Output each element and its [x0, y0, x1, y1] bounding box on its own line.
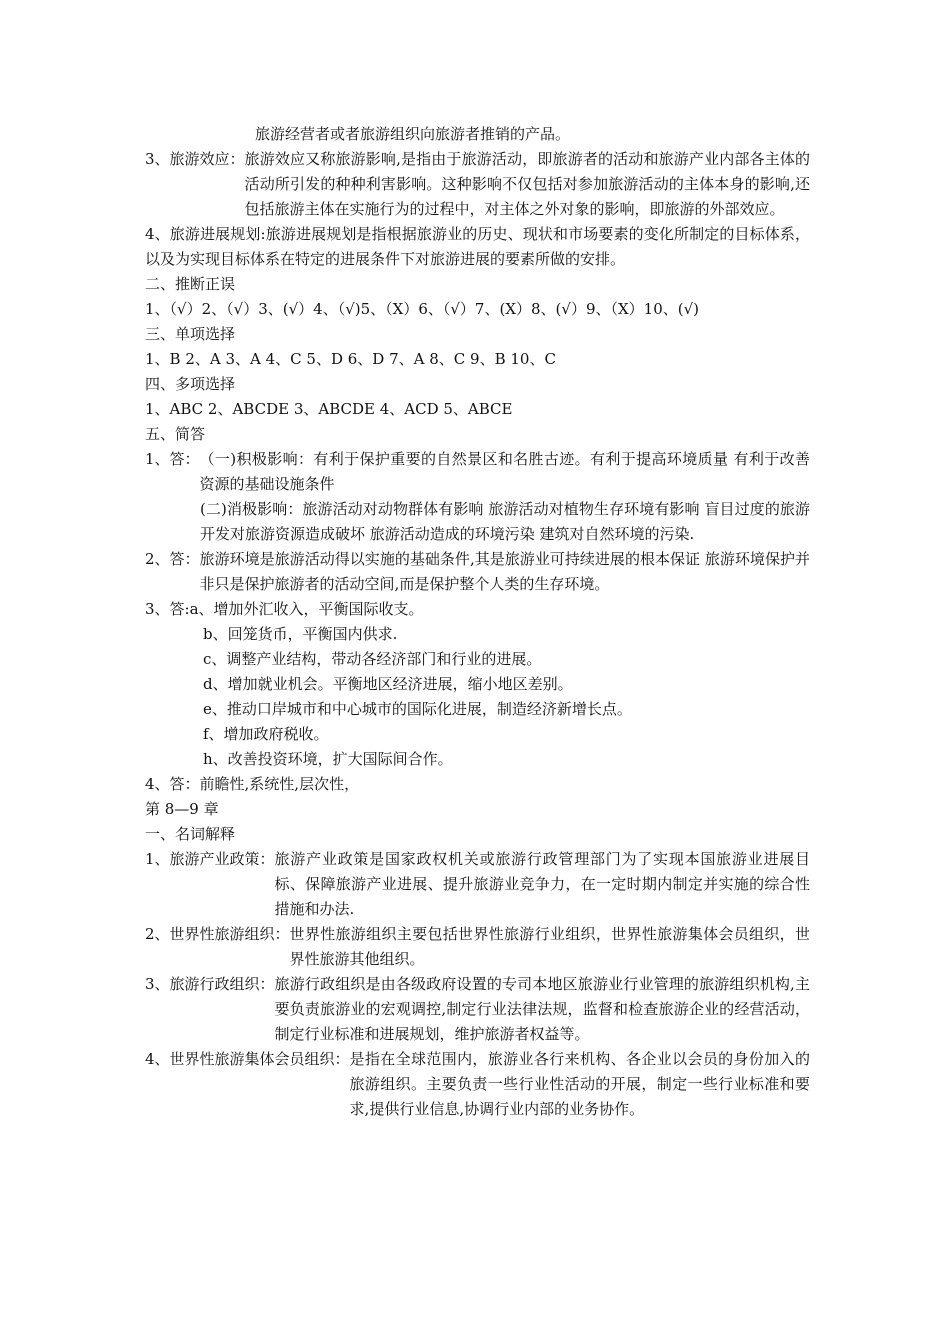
multiple-choice-answers: 1、ABC 2、ABCDE 3、ABCDE 4、ACD 5、ABCE: [145, 400, 513, 418]
short-answer-3: 3、答:a、增加外汇收入，平衡国际收支。: [145, 600, 424, 618]
term-definition: 是指在全球范围内，旅游业各行来机构、各企业以会员的身份加入的旅游组织。主要负责一些行业性活动的开展，制定一些行业标准和要求,提供行业信息,协调行业内部的业务协作。: [349, 1050, 810, 1118]
term-tourism-administrative-organization: [145, 972, 810, 1047]
section-heading: 二、推断正误: [145, 275, 236, 293]
term-tourism-industry-policy: [145, 847, 810, 922]
answer-label: 2、答：: [145, 550, 200, 568]
section-heading: 四、多项选择: [145, 375, 236, 393]
list-item: f、增加政府税收。: [203, 725, 329, 743]
term-label: 3、旅游行政组织：: [145, 975, 275, 993]
term-label: 2、世界性旅游组织：: [145, 925, 290, 943]
short-answer-4: 4、答：前瞻性,系统性,层次性，: [145, 775, 360, 793]
list-item: h、改善投资环境，扩大国际间合作。: [203, 750, 453, 768]
continuation-line: 旅游经营者或者旅游组织向旅游者推销的产品。: [255, 125, 571, 143]
term-tourism-planning: 4、旅游进展规划:旅游进展规划是指根据旅游业的历史、现状和市场要素的变化所制定的目标体系，以及为实现目标体系在特定的进展条件下对旅游进展的要素所做的安排。: [145, 225, 810, 268]
term-definition: 旅游产业政策是国家政权机关或旅游行政管理部门为了实现本国旅游业进展目标、保障旅游产业进展、提升旅游业竞争力，在一定时期内制定并实施的综合性措施和办法.: [274, 850, 810, 918]
term-label: 3、旅游效应：: [145, 150, 245, 168]
section-heading: 五、简答: [145, 425, 206, 443]
section-heading: 三、单项选择: [145, 325, 236, 343]
answer-text: （一)积极影响：有利于保护重要的自然景区和名胜古迹。有利于提高环境质量 有利于改善资源的基础设施条件: [199, 450, 810, 493]
term-definition: 世界性旅游组织主要包括世界性旅游行业组织，世界性旅游集体会员组织，世界性旅游其他组织。: [289, 925, 810, 968]
short-answer-1: [145, 447, 810, 497]
document-page: [145, 122, 810, 1122]
list-item: d、增加就业机会。平衡地区经济进展，缩小地区差别。: [203, 675, 573, 693]
term-label: 1、旅游产业政策：: [145, 850, 275, 868]
short-answer-1-part2: (二)消极影响：旅游活动对动物群体有影响 旅游活动对植物生存环境有影响 盲目过度的旅游开发对旅游资源造成破坏 旅游活动造成的环境污染 建筑对自然环境的污染.: [200, 500, 810, 543]
list-item: e、推动口岸城市和中心城市的国际化进展，制造经济新增长点。: [203, 700, 632, 718]
answer-text: 旅游环境是旅游活动得以实施的基础条件,其是旅游业可持续进展的根本保证 旅游环境保护并非只是保护旅游者的活动空间,而是保护整个人类的生存环境。: [199, 550, 810, 593]
term-tourism-effect: [145, 147, 810, 222]
answer-label: 1、答：: [145, 450, 200, 468]
single-choice-answers: 1、B 2、A 3、A 4、C 5、D 6、D 7、A 8、C 9、B 10、C: [145, 350, 556, 368]
list-item: b、回笼货币，平衡国内供求.: [203, 625, 398, 643]
list-item: c、调整产业结构，带动各经济部门和行业的进展。: [203, 650, 542, 668]
section-heading: 一、名词解释: [145, 825, 236, 843]
short-answer-2: [145, 547, 810, 597]
term-definition: 旅游效应又称旅游影响,是指由于旅游活动，即旅游者的活动和旅游产业内部各主体的活动所引发的种种利害影响。这种影响不仅包括对参加旅游活动的主体本身的影响,还包括旅游主体在实施行为的过程中，对主体之外对象的影响，即旅游的外部效应。: [244, 150, 810, 218]
term-definition: 旅游行政组织是由各级政府设置的专司本地区旅游业行业管理的旅游组织机构,主要负责旅游业的宏观调控,制定行业法律法规，监督和检查旅游企业的经营活动，制定行业标准和进展规划，维护旅游者权益等。: [274, 975, 810, 1043]
term-world-tourism-member-organization: [145, 1047, 810, 1122]
term-label: 4、世界性旅游集体会员组织：: [145, 1050, 350, 1068]
term-world-tourism-organization: [145, 922, 810, 972]
true-false-answers: 1、（√）2、（√）3、(√）4、（√)5、（X）6、（√）7、(X）8、(√）9、（X）10、(√): [145, 300, 700, 318]
chapter-heading: 第 8—9 章: [145, 800, 219, 818]
